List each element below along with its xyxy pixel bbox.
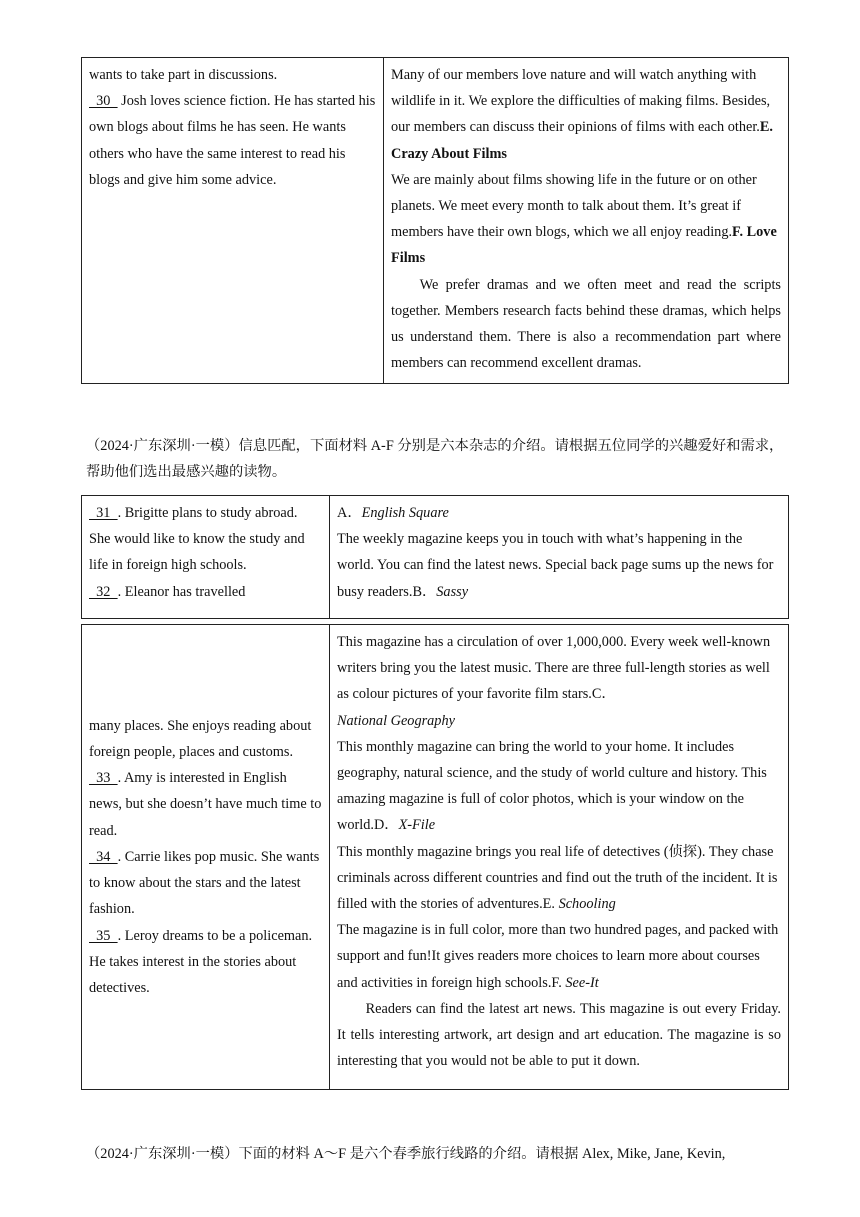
question-34: 34 . Carrie likes pop music. She wants to know about the stars and the latest fashion. — [89, 844, 322, 923]
magazine-f-text: Readers can find the latest art news. This magazine is out every Friday. It tells interesting artwork, art design and art education. The magazine is so interesting that you would not be able to put it down. — [337, 1000, 781, 1070]
answer-blank-34[interactable]: 34 — [89, 848, 118, 865]
magazine-a-heading: A．English Square — [337, 505, 449, 521]
magazine-a-text: The weekly magazine keeps you in touch with what’s happening in the world. You can find the latest news. Special back page sums up the news for busy readers. — [337, 531, 774, 600]
magazine-e-text: The magazine is in full color, more than two hundred pages, and packed with support and fun!It gives readers more choices to learn more about courses and activities in foreign high schools. — [337, 922, 779, 991]
question-35: 35 . Leroy dreams to be a policeman. He takes interest in the stories about detectives. — [89, 923, 322, 1002]
matching-table-films — [81, 57, 789, 384]
question-31: 31 . Brigitte plans to study abroad. She would like to know the study and life in foreign high schools. — [89, 500, 322, 579]
section-instruction-travel: （2024·广东深圳·一模）下面的材料 A～F 是六个春季旅行线路的介绍。请根据 Alex, Mike, Jane, Kevin, — [86, 1146, 726, 1162]
magazine-descriptions-cell-top: A．English Square The weekly magazine keeps you in touch with what’s happening in the world. You can find the latest news. Special back page sums up the news for busy readers.B．Sassy — [330, 496, 789, 619]
matching-table-magazines-top — [81, 495, 789, 619]
answer-blank-33[interactable]: 33 — [89, 770, 118, 787]
magazine-descriptions-cell-bottom: This magazine has a circulation of over 1,000,000. Every week well-known writers bring you the latest music. There are three full-length stories as well as colour pictures of your favorite film stars.C． National Geography This monthly magazine can bring the world to your home. It includes geography, natural science, and the study of world culture and history. This amazing magazine is full of color photos, which is your window on the world.D．X-File This monthly magazine brings you real life of detectives (侦探). They chase criminals across different countries and find out the truth of the incident. It is filled with the stories of adventures.E. Schooling The magazine is in full color, more than two hundred pages, and packed with support and fun!It gives readers more choices to learn more about courses and activities in foreign high schools.F. See-It Readers can find the latest art news. This magazine is out every Friday. It tells interesting artwork, art design and art education. The magazine is so interesting that you would not be able to put it down. — [330, 625, 789, 1090]
magazine-f-title: See-It — [565, 974, 599, 991]
answer-blank-35[interactable]: 35 — [89, 927, 118, 944]
question-30: 30 Josh loves science fiction. He has started his own blogs about films he has seen. He wants others who have the same interest to read his blogs and give him some advice. — [89, 88, 376, 193]
magazine-e-title: Schooling — [558, 896, 616, 913]
student-needs-cell — [82, 58, 384, 384]
club-descriptions-cell — [384, 58, 789, 384]
club-f-title: F. Love Films — [391, 224, 777, 267]
question-32: 32 . Eleanor has travelled — [89, 579, 322, 605]
matching-table-magazines-bottom — [81, 624, 789, 1090]
question-32-continued: many places. She enjoys reading about foreign people, places and customs. — [89, 717, 312, 761]
magazine-b-text: This magazine has a circulation of over 1,000,000. Every week well-known writers bring you the latest music. There are three full-length stories as well as colour pictures of your favorite film stars. — [337, 634, 771, 703]
answer-blank-32[interactable]: 32 — [89, 583, 118, 600]
answer-blank-30[interactable]: 30 — [89, 93, 118, 110]
question-33: 33 . Amy is interested in English news, but she doesn’t have much time to read. — [89, 765, 322, 844]
magazine-c-title: National Geography — [337, 712, 455, 729]
magazine-b-title: Sassy — [436, 583, 469, 600]
section-instruction-magazines: （2024·广东深圳·一模）信息匹配，下面材料 A-F 分别是六本杂志的介绍。请根据五位同学的兴趣爱好和需求，帮助他们选出最感兴趣的读物。 — [86, 438, 784, 480]
student-needs-cell-top — [82, 496, 330, 619]
club-e-title: E. Crazy About Films — [391, 119, 773, 162]
club-d-text: Many of our members love nature and will watch anything with wildlife in it. We explore the difficulties of making films. Besides, our members can discuss their opinions of films with each other. — [391, 67, 771, 136]
magazine-d-text: This monthly magazine brings you real life of detectives (侦探). They chase criminals across different countries and find out the truth of the incident. It is filled with the stories of adventures. — [337, 843, 778, 913]
club-f-text: We prefer dramas and we often meet and read the scripts together. Members research facts behind these dramas, which helps us understand them. There is also a recommendation part where members can recommend excellent dramas. — [391, 276, 781, 372]
magazine-a-title: English Square — [361, 505, 449, 521]
student-needs-cell-bottom — [82, 625, 330, 1090]
club-e-text: We are mainly about films showing life in the future or on other planets. We meet every month to talk about them. It’s great if members have their own blogs, which we all enjoy reading. — [391, 171, 757, 241]
magazine-d-title: X-File — [398, 817, 436, 834]
magazine-c-text: This monthly magazine can bring the world to your home. It includes geography, natural science, and the study of world culture and history. This amazing magazine is full of color photos, which is your window on the world. — [337, 738, 767, 834]
answer-blank-31[interactable]: 31 — [89, 505, 118, 521]
intro-text: wants to take part in discussions. — [89, 67, 278, 83]
